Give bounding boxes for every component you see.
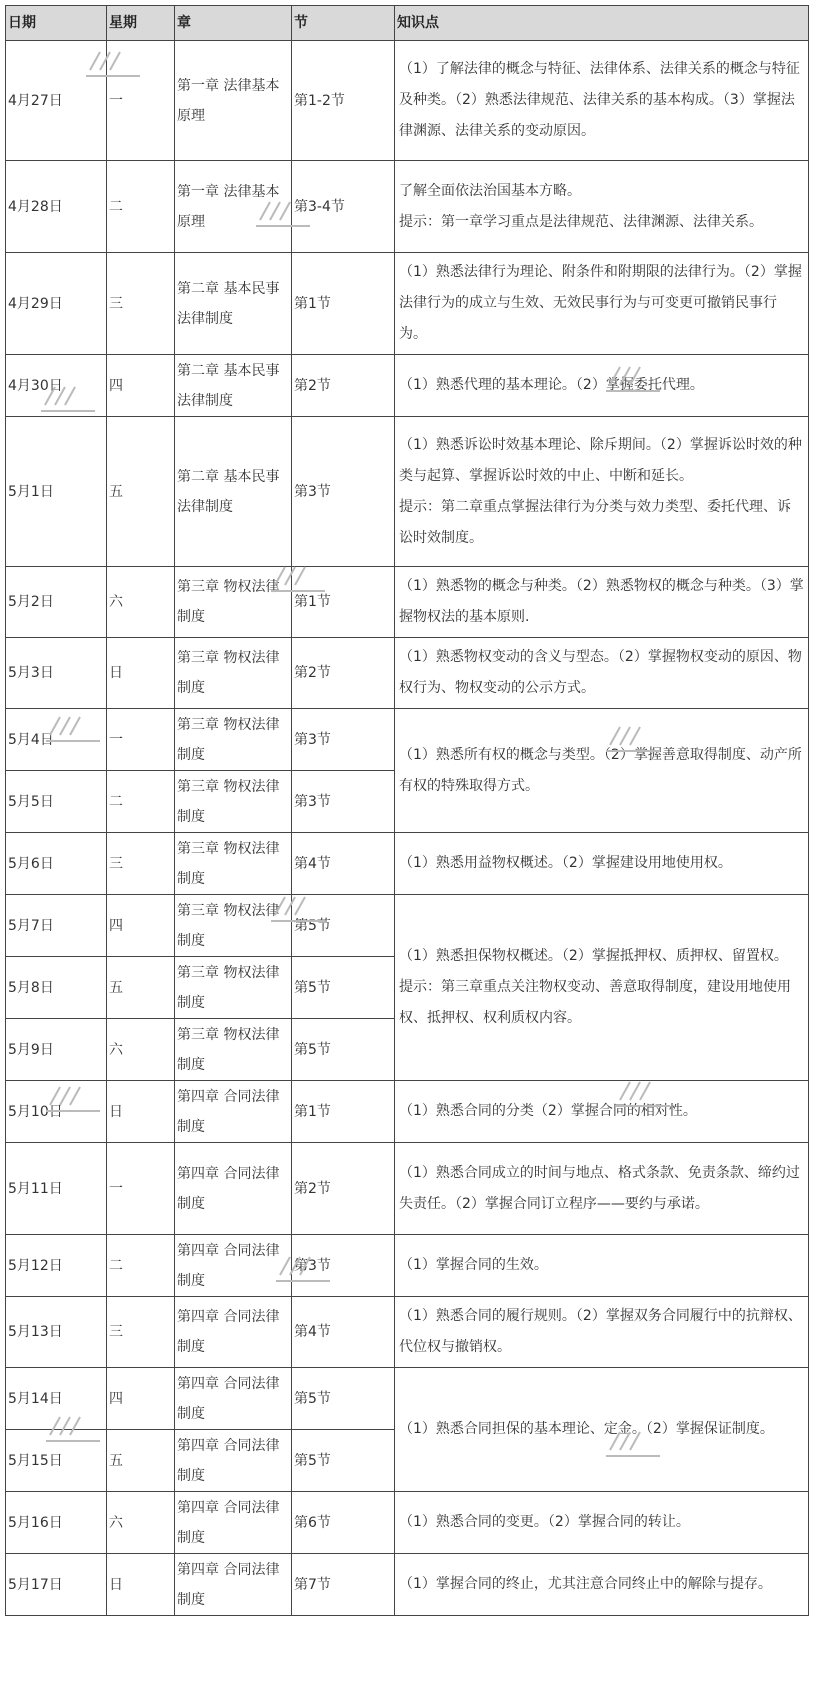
date-cell: 4月27日 (6, 41, 107, 161)
table-row (6, 41, 809, 161)
chapter-cell: 第四章 合同法律制度 (175, 1492, 292, 1554)
weekday-cell: 日 (107, 638, 175, 709)
table-row (6, 833, 809, 895)
chapter-cell: 第三章 物权法律制度 (175, 957, 292, 1019)
table-row (6, 895, 809, 957)
section-cell: 第3节 (292, 1235, 395, 1297)
table-row (6, 709, 809, 771)
weekday-cell: 日 (107, 1554, 175, 1616)
weekday-cell: 五 (107, 957, 175, 1019)
date-cell: 5月5日 (6, 771, 107, 833)
table-header-row (6, 6, 809, 41)
study-schedule-table (5, 5, 809, 1616)
table-row (6, 253, 809, 355)
chapter-cell: 第四章 合同法律制度 (175, 1430, 292, 1492)
section-cell: 第2节 (292, 355, 395, 417)
section-cell: 第3节 (292, 771, 395, 833)
knowledge-paragraph: （1）熟悉担保物权概述。（2）掌握抵押权、质押权、留置权。 (399, 948, 788, 964)
weekday-cell: 日 (107, 1081, 175, 1143)
knowledge-paragraph: （1）熟悉物权变动的含义与型态。（2）掌握物权变动的原因、物权行为、物权变动的公示方式。 (399, 649, 802, 696)
knowledge-cell (395, 638, 809, 709)
chapter-cell: 第二章 基本民事法律制度 (175, 355, 292, 417)
date-cell: 4月28日 (6, 161, 107, 253)
section-cell: 第1-2节 (292, 41, 395, 161)
knowledge-paragraph: （1）熟悉代理的基本理论。（2）掌握委托代理。 (399, 377, 704, 393)
weekday-cell: 三 (107, 253, 175, 355)
weekday-cell: 二 (107, 771, 175, 833)
date-cell: 5月6日 (6, 833, 107, 895)
knowledge-paragraph: 提示：第三章重点关注物权变动、善意取得制度，建设用地使用权、抵押权、权利质权内容。 (399, 979, 791, 1026)
chapter-cell: 第三章 物权法律制度 (175, 895, 292, 957)
knowledge-paragraph: （1）掌握合同的生效。 (399, 1257, 548, 1273)
chapter-cell: 第四章 合同法律制度 (175, 1297, 292, 1368)
weekday-cell: 二 (107, 161, 175, 253)
chapter-cell: 第一章 法律基本原理 (175, 161, 292, 253)
section-cell: 第3-4节 (292, 161, 395, 253)
weekday-cell: 四 (107, 895, 175, 957)
section-cell: 第2节 (292, 638, 395, 709)
section-cell: 第3节 (292, 709, 395, 771)
knowledge-cell (395, 355, 809, 417)
weekday-cell: 一 (107, 1143, 175, 1235)
section-cell: 第1节 (292, 253, 395, 355)
section-cell: 第5节 (292, 1368, 395, 1430)
weekday-cell: 一 (107, 41, 175, 161)
section-cell: 第1节 (292, 1081, 395, 1143)
knowledge-paragraph: （1）熟悉合同担保的基本理论、定金。（2）掌握保证制度。 (399, 1421, 774, 1437)
table-row (6, 1143, 809, 1235)
header-chapter: 章 (175, 6, 292, 41)
section-cell: 第3节 (292, 417, 395, 567)
date-cell: 4月30日 (6, 355, 107, 417)
date-cell: 4月29日 (6, 253, 107, 355)
knowledge-paragraph: （1）熟悉用益物权概述。（2）掌握建设用地使用权。 (399, 855, 732, 871)
chapter-cell: 第三章 物权法律制度 (175, 567, 292, 638)
chapter-cell: 第二章 基本民事法律制度 (175, 417, 292, 567)
section-cell: 第5节 (292, 1019, 395, 1081)
date-cell: 5月12日 (6, 1235, 107, 1297)
date-cell: 5月14日 (6, 1368, 107, 1430)
weekday-cell: 四 (107, 355, 175, 417)
knowledge-cell (395, 567, 809, 638)
table-row (6, 161, 809, 253)
weekday-cell: 六 (107, 567, 175, 638)
date-cell: 5月16日 (6, 1492, 107, 1554)
weekday-cell: 五 (107, 1430, 175, 1492)
knowledge-paragraph: （1）熟悉诉讼时效基本理论、除斥期间。（2）掌握诉讼时效的种类与起算、掌握诉讼时效的中止、中断和延长。 (399, 436, 802, 484)
header-knowledge: 知识点 (395, 6, 809, 41)
chapter-cell: 第四章 合同法律制度 (175, 1368, 292, 1430)
weekday-cell: 四 (107, 1368, 175, 1430)
knowledge-cell (395, 1554, 809, 1616)
date-cell: 5月11日 (6, 1143, 107, 1235)
knowledge-cell (395, 895, 809, 1081)
date-cell: 5月4日 (6, 709, 107, 771)
date-cell: 5月2日 (6, 567, 107, 638)
header-weekday: 星期 (107, 6, 175, 41)
date-cell: 5月3日 (6, 638, 107, 709)
section-cell: 第6节 (292, 1492, 395, 1554)
table-row (6, 1492, 809, 1554)
weekday-cell: 二 (107, 1235, 175, 1297)
knowledge-paragraph: （1）熟悉合同成立的时间与地点、格式条款、免责条款、缔约过失责任。（2）掌握合同订立程序——要约与承诺。 (399, 1164, 800, 1212)
knowledge-paragraph: 了解全面依法治国基本方略。 (399, 182, 581, 199)
knowledge-paragraph: 提示：第二章重点掌握法律行为分类与效力类型、委托代理、诉讼时效制度。 (399, 498, 791, 546)
weekday-cell: 六 (107, 1492, 175, 1554)
date-cell: 5月7日 (6, 895, 107, 957)
date-cell: 5月10日 (6, 1081, 107, 1143)
section-cell: 第5节 (292, 895, 395, 957)
knowledge-cell (395, 161, 809, 253)
chapter-cell: 第四章 合同法律制度 (175, 1081, 292, 1143)
table-body (6, 41, 809, 1616)
date-cell: 5月8日 (6, 957, 107, 1019)
section-cell: 第1节 (292, 567, 395, 638)
chapter-cell: 第二章 基本民事法律制度 (175, 253, 292, 355)
knowledge-paragraph: （1）熟悉所有权的概念与类型。（2）掌握善意取得制度、动产所有权的特殊取得方式。 (399, 746, 802, 794)
date-cell: 5月15日 (6, 1430, 107, 1492)
table-row (6, 1235, 809, 1297)
knowledge-cell (395, 417, 809, 567)
section-cell: 第7节 (292, 1554, 395, 1616)
header-date: 日期 (6, 6, 107, 41)
table-row (6, 1081, 809, 1143)
weekday-cell: 五 (107, 417, 175, 567)
table-row (6, 1368, 809, 1430)
chapter-cell: 第三章 物权法律制度 (175, 1019, 292, 1081)
chapter-cell: 第三章 物权法律制度 (175, 638, 292, 709)
date-cell: 5月17日 (6, 1554, 107, 1616)
weekday-cell: 一 (107, 709, 175, 771)
knowledge-cell (395, 1297, 809, 1368)
knowledge-paragraph: （1）熟悉物的概念与种类。（2）熟悉物权的概念与种类。（3）掌握物权法的基本原则. (399, 578, 804, 625)
knowledge-paragraph: （1）熟悉合同的变更。（2）掌握合同的转让。 (399, 1514, 690, 1530)
chapter-cell: 第三章 物权法律制度 (175, 833, 292, 895)
table-row (6, 567, 809, 638)
knowledge-cell (395, 1492, 809, 1554)
knowledge-cell (395, 1143, 809, 1235)
chapter-cell: 第四章 合同法律制度 (175, 1143, 292, 1235)
table-row (6, 638, 809, 709)
section-cell: 第5节 (292, 1430, 395, 1492)
knowledge-paragraph: 提示：第一章学习重点是法律规范、法律渊源、法律关系。 (399, 213, 763, 230)
knowledge-cell (395, 833, 809, 895)
chapter-cell: 第三章 物权法律制度 (175, 771, 292, 833)
weekday-cell: 三 (107, 833, 175, 895)
knowledge-paragraph: （1）熟悉合同的履行规则。（2）掌握双务合同履行中的抗辩权、代位权与撤销权。 (399, 1308, 802, 1355)
section-cell: 第5节 (292, 957, 395, 1019)
knowledge-cell (395, 1368, 809, 1492)
date-cell: 5月1日 (6, 417, 107, 567)
knowledge-cell (395, 253, 809, 355)
table-row (6, 355, 809, 417)
knowledge-cell (395, 1235, 809, 1297)
weekday-cell: 三 (107, 1297, 175, 1368)
table-row (6, 1297, 809, 1368)
knowledge-paragraph: （1）掌握合同的终止，尤其注意合同终止中的解除与提存。 (399, 1576, 772, 1592)
section-cell: 第4节 (292, 1297, 395, 1368)
knowledge-paragraph: （1）了解法律的概念与特征、法律体系、法律关系的概念与特征及种类。（2）熟悉法律规范、法律关系的基本构成。（3）掌握法律渊源、法律关系的变动原因。 (399, 61, 800, 139)
date-cell: 5月13日 (6, 1297, 107, 1368)
section-cell: 第4节 (292, 833, 395, 895)
knowledge-paragraph: （1）熟悉合同的分类（2）掌握合同的相对性。 (399, 1103, 697, 1119)
chapter-cell: 第一章 法律基本原理 (175, 41, 292, 161)
knowledge-cell (395, 709, 809, 833)
header-section: 节 (292, 6, 395, 41)
knowledge-cell (395, 41, 809, 161)
knowledge-cell (395, 1081, 809, 1143)
section-cell: 第2节 (292, 1143, 395, 1235)
table-row (6, 1554, 809, 1616)
chapter-cell: 第四章 合同法律制度 (175, 1235, 292, 1297)
table-row (6, 417, 809, 567)
date-cell: 5月9日 (6, 1019, 107, 1081)
knowledge-paragraph: （1）熟悉法律行为理论、附条件和附期限的法律行为。（2）掌握法律行为的成立与生效、无效民事行为与可变更可撤销民事行为。 (399, 264, 802, 342)
weekday-cell: 六 (107, 1019, 175, 1081)
chapter-cell: 第四章 合同法律制度 (175, 1554, 292, 1616)
chapter-cell: 第三章 物权法律制度 (175, 709, 292, 771)
